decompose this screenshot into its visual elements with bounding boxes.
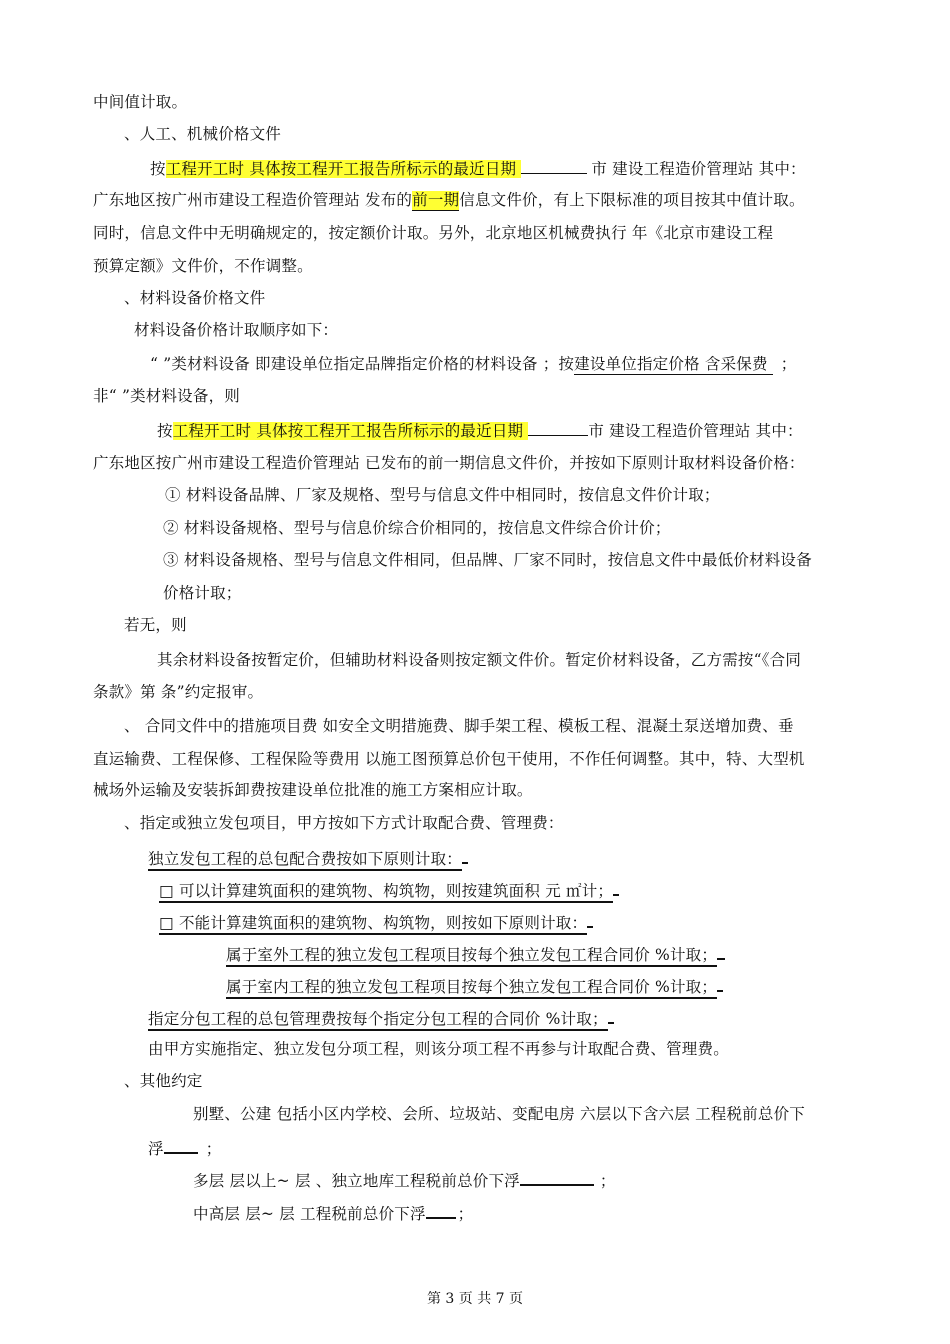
text: 浮 xyxy=(148,1140,164,1158)
text: 、指定或独立发包项目，甲方按如下方式计取配合费、管理费： xyxy=(124,814,564,832)
paragraph-line xyxy=(148,1136,221,1159)
paragraph-line xyxy=(157,419,803,441)
text: 中间值计取。 xyxy=(93,93,188,111)
text: 信息文件价，有上下限标准的项目按其中值计取。 xyxy=(459,191,805,209)
text: 多层 层以上~ 层 、独立地库工程税前总价下浮 xyxy=(193,1172,520,1190)
text: ； xyxy=(780,355,797,373)
text: 由甲方实施指定、独立发包分项工程，则该分项工程不再参与计取配合费、管理费。 xyxy=(148,1040,729,1058)
text: 属于室外工程的独立发包工程项目按每个独立发包工程合同价 %计取； xyxy=(226,946,717,967)
paragraph-line xyxy=(93,386,240,406)
text: 若无，则 xyxy=(124,616,187,634)
underlined-clause xyxy=(148,1006,614,1029)
fill-blank xyxy=(520,1168,594,1186)
text: 指定分包工程的总包管理费按每个指定分包工程的合同价 %计取； xyxy=(148,1010,608,1031)
text: 条款》第 条”约定报审。 xyxy=(93,683,264,701)
text: 同时，信息文件中无明确规定的，按定额价计取。另外，北京地区机械费执行 年《北京市建设工程 xyxy=(93,224,774,242)
underlined-clause xyxy=(226,974,723,997)
text: 、材料设备价格文件 xyxy=(124,289,266,307)
text: 市 建设工程造价管理站 其中： xyxy=(591,160,806,178)
text: □ 可以计算建筑面积的建筑物、构筑物，则按建筑面积 元 ㎡计； xyxy=(159,882,613,903)
text: ； xyxy=(457,1205,474,1223)
paragraph-line xyxy=(93,453,805,473)
paragraph-line xyxy=(93,256,313,276)
text: 其余材料设备按暂定价，但辅助材料设备则按定额文件价。暂定价材料设备，乙方需按“《合同 xyxy=(157,651,802,669)
text: 非“ ”类材料设备，则 xyxy=(93,387,240,405)
fill-blank xyxy=(164,1136,198,1154)
fill-blank xyxy=(426,1201,456,1219)
text: 直运输费、工程保修、工程保险等费用 以施工图预算总价包干使用，不作任何调整。其中，特、大型机 xyxy=(93,750,805,768)
text: 市 建设工程造价管理站 其中： xyxy=(588,422,803,440)
highlighted-text: 前一期 xyxy=(412,191,460,209)
text: 中高层 层~ 层 工程税前总价下浮 xyxy=(193,1205,426,1223)
text: 预算定额》文件价，不作调整。 xyxy=(93,257,313,275)
text: ③ 材料设备规格、型号与信息文件相同，但品牌、厂家不同时，按信息文件中最低价材料设备 xyxy=(163,551,812,569)
checkbox-clause xyxy=(159,878,619,901)
text: 独立发包工程的总包配合费按如下原则计取： xyxy=(148,850,462,871)
section-heading-materials xyxy=(124,288,265,308)
text: 属于室内工程的独立发包工程项目按每个独立发包工程合同价 %计取； xyxy=(226,978,717,999)
text: 械场外运输及安装拆卸费按建设单位批准的施工方案相应计取。 xyxy=(93,781,533,799)
paragraph-line xyxy=(124,615,187,635)
section-heading-other xyxy=(124,1071,203,1091)
text: 、其他约定 xyxy=(124,1072,203,1090)
text: ； xyxy=(599,1172,616,1190)
text: “ ”类材料设备 即建设单位指定品牌指定价格的材料设备 ；按 xyxy=(150,355,575,373)
checkbox-clause xyxy=(159,910,593,933)
paragraph-line xyxy=(93,780,533,800)
text: 按 xyxy=(150,160,166,178)
text: ② 材料设备规格、型号与信息价综合价相同的，按信息文件综合价计价； xyxy=(163,519,671,537)
section-heading-labor-machine xyxy=(124,124,281,144)
underlined-text: 建设单位指定价格 含采保费 xyxy=(574,355,773,373)
paragraph-line xyxy=(193,1168,616,1191)
text: 按 xyxy=(157,422,173,440)
paragraph-line xyxy=(93,92,187,112)
paragraph-line xyxy=(93,223,773,243)
section-heading-subcontract xyxy=(124,813,564,833)
paragraph-line xyxy=(150,157,806,179)
text: ① 材料设备品牌、厂家及规格、型号与信息文件中相同时，按信息文件价计取； xyxy=(165,486,720,504)
paragraph-line xyxy=(134,320,338,340)
text: 广东地区按广州市建设工程造价管理站 已发布的前一期信息文件价，并按如下原则计取材料设备价格： xyxy=(93,454,805,472)
text: 、 合同文件中的措施项目费 如安全文明措施费、脚手架工程、模板工程、混凝土泵送增加费、垂 xyxy=(124,717,794,735)
text: 、人工、机械价格文件 xyxy=(124,125,282,143)
highlighted-text: 工程开工时 具体按工程开工报告所标示的最近日期 xyxy=(172,422,529,440)
paragraph-line xyxy=(157,650,801,670)
list-item xyxy=(163,550,812,570)
list-item xyxy=(163,583,242,603)
text: □ 不能计算建筑面积的建筑物、构筑物，则按如下原则计取： xyxy=(159,914,587,935)
list-item xyxy=(163,518,671,538)
text: 广东地区按广州市建设工程造价管理站 发布的 xyxy=(93,191,413,209)
page-number-footer: 第 3 页 共 7 页 xyxy=(426,1291,524,1307)
paragraph-line xyxy=(150,354,797,374)
underlined-clause xyxy=(226,942,725,965)
paragraph-line xyxy=(193,1104,805,1124)
paragraph-line xyxy=(193,1201,473,1224)
text: 别墅、公建 包括小区内学校、会所、垃圾站、变配电房 六层以下含六层 工程税前总价下 xyxy=(193,1105,805,1123)
highlighted-text: 工程开工时 具体按工程开工报告所标示的最近日期 xyxy=(165,160,522,178)
paragraph-line xyxy=(93,190,805,210)
paragraph-line xyxy=(148,1039,729,1059)
underlined-clause xyxy=(148,846,468,869)
paragraph-line xyxy=(93,749,805,769)
text: 材料设备价格计取顺序如下： xyxy=(134,321,339,339)
fill-blank xyxy=(528,419,588,436)
fill-blank xyxy=(521,157,587,174)
paragraph-line xyxy=(93,682,263,702)
list-item xyxy=(165,485,720,505)
text: 价格计取； xyxy=(163,584,242,602)
text: ； xyxy=(205,1140,222,1158)
paragraph-line xyxy=(124,716,794,736)
